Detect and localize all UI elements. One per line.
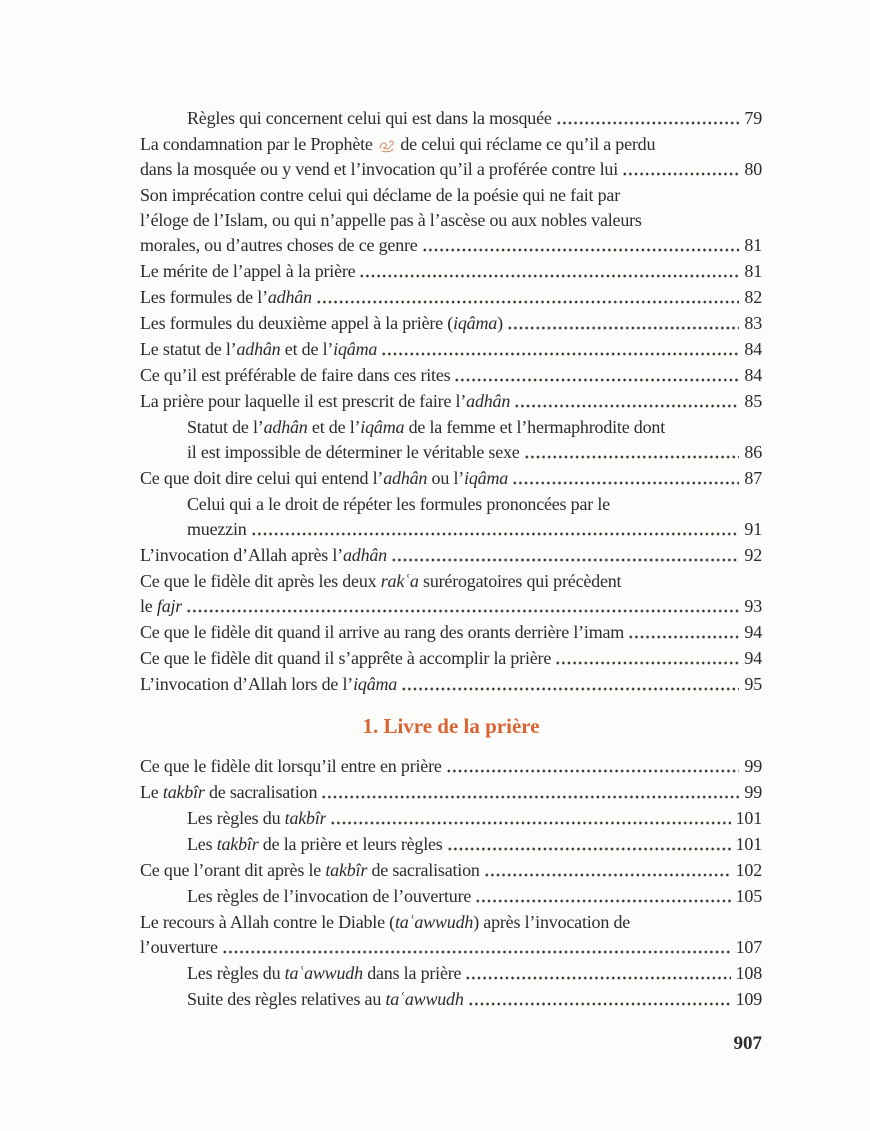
entry-text-run: Les formules de l’ xyxy=(140,287,268,307)
toc-page-number: 99 xyxy=(744,756,762,776)
toc-page-number: 94 xyxy=(744,622,762,642)
toc-entry-text xyxy=(187,806,326,831)
toc-entry xyxy=(140,806,762,831)
dot-leader xyxy=(330,806,730,831)
dot-leader xyxy=(622,157,739,182)
dot-leader xyxy=(628,620,739,645)
transliterated-term: iqâma xyxy=(333,339,378,359)
entry-text-run: morales, ou d’autres choses de ce genre xyxy=(140,235,418,255)
dot-leader xyxy=(186,594,739,619)
toc-page-number: 83 xyxy=(744,313,762,333)
dot-leader xyxy=(422,233,740,258)
entry-text-run: Le xyxy=(140,782,163,802)
toc-entry xyxy=(140,961,762,986)
toc-entry-line xyxy=(140,935,762,960)
toc-entry-line xyxy=(140,259,762,284)
toc-entry-text xyxy=(140,543,387,568)
transliterated-term: adhân xyxy=(342,545,387,565)
toc-entry xyxy=(140,569,762,619)
toc-entry-text xyxy=(140,285,312,310)
toc-entry xyxy=(140,285,762,310)
entry-text-run: muezzin xyxy=(187,519,247,539)
toc-page-number: 92 xyxy=(744,545,762,565)
toc-entry-text xyxy=(187,884,471,909)
entry-text-run: de celui qui réclame ce qu’il a perdu xyxy=(396,134,656,154)
toc-page-number: 101 xyxy=(735,834,762,854)
toc-entry-line xyxy=(140,858,762,883)
transliterated-term: rakʿa xyxy=(380,571,419,591)
toc-entry xyxy=(140,858,762,883)
dot-leader xyxy=(391,543,739,568)
toc-entry-text xyxy=(140,646,551,671)
dot-leader xyxy=(556,106,740,131)
transliterated-term: taʿawwudh xyxy=(284,963,363,983)
toc-entry-line xyxy=(140,780,762,805)
toc-entry xyxy=(140,910,762,960)
toc-entry-line xyxy=(187,884,762,909)
entry-text-run: Ce que le fidèle dit quand il s’apprête à accomplir la prière xyxy=(140,648,552,668)
entry-text-run: Le statut de l’ xyxy=(140,339,237,359)
toc-entry-text xyxy=(187,961,461,986)
entry-text-run: Son imprécation contre celui qui déclame de la poésie qui ne fait par xyxy=(140,185,621,205)
entry-text-run: de la femme et l’hermaphrodite dont xyxy=(404,417,666,437)
toc-entry-text xyxy=(187,494,610,514)
transliterated-term: iqâma xyxy=(353,674,398,694)
toc-entry-text xyxy=(140,466,508,491)
toc-entry-text xyxy=(140,935,218,960)
transliterated-term: takbîr xyxy=(284,808,327,828)
toc-page-number: 99 xyxy=(744,782,762,802)
dot-leader xyxy=(316,285,740,310)
toc-page-number: 81 xyxy=(744,261,762,281)
page-folio: 907 xyxy=(733,1033,762,1054)
toc-entry-text xyxy=(140,672,397,697)
toc-entry-text xyxy=(187,106,552,131)
toc-entry-text xyxy=(140,858,480,883)
dot-leader xyxy=(446,754,740,779)
toc-entry-text xyxy=(140,134,655,154)
dot-leader xyxy=(465,961,730,986)
toc-entry-text xyxy=(140,620,624,645)
entry-text-run: l’ouverture xyxy=(140,937,218,957)
toc-entry-line xyxy=(140,337,762,362)
section-heading: 1. Livre de la prière xyxy=(362,714,540,738)
transliterated-term: adhân xyxy=(263,417,308,437)
toc-entry-text xyxy=(187,987,464,1012)
toc-entry-line xyxy=(187,415,762,440)
dot-leader xyxy=(555,646,739,671)
toc-entry-text xyxy=(140,571,621,591)
toc-entry-text xyxy=(140,594,182,619)
entry-text-run: ) après l’invocation de xyxy=(473,912,631,932)
toc-entry-line xyxy=(140,208,762,233)
toc-entry xyxy=(140,832,762,857)
toc-entry-line xyxy=(140,466,762,491)
toc-entry-text xyxy=(140,210,642,230)
toc-entry-line xyxy=(140,389,762,414)
transliterated-term: iqâma xyxy=(464,468,509,488)
transliterated-term: takbîr xyxy=(325,860,368,880)
transliterated-term: adhân xyxy=(236,339,281,359)
toc-entry xyxy=(140,259,762,284)
toc-entry-line xyxy=(140,285,762,310)
toc-page-number: 80 xyxy=(744,159,762,179)
toc-entry-line xyxy=(187,806,762,831)
toc-entry xyxy=(140,620,762,645)
toc-entry-line xyxy=(187,492,762,517)
entry-text-run: de la prière et leurs règles xyxy=(258,834,443,854)
toc-page-number: 108 xyxy=(735,963,762,983)
toc-entry-line xyxy=(187,440,762,465)
toc-entry xyxy=(140,311,762,336)
toc-entry-line xyxy=(140,910,762,935)
entry-text-run: il est impossible de déterminer le véritable sexe xyxy=(187,442,520,462)
toc-entry xyxy=(140,132,762,182)
toc-page-number: 105 xyxy=(735,886,762,906)
transliterated-term: iqâma xyxy=(453,313,498,333)
toc-entry-text xyxy=(140,259,355,284)
toc-entry xyxy=(140,106,762,131)
entry-text-run: Suite des règles relatives au xyxy=(187,989,386,1009)
entry-text-run: dans la mosquée ou y vend et l’invocation qu’il a proférée contre lui xyxy=(140,159,619,179)
entry-text-run: Les xyxy=(187,834,217,854)
toc-entry-line xyxy=(187,987,762,1012)
toc-entry-line xyxy=(187,517,762,542)
toc-entry-line xyxy=(187,961,762,986)
entry-text-run: La condamnation par le Prophète xyxy=(140,134,378,154)
dot-leader xyxy=(359,259,739,284)
transliterated-term: fajr xyxy=(156,596,183,616)
entry-text-run: et de l’ xyxy=(307,417,361,437)
entry-text-run: Celui qui a le droit de répéter les formules prononcées par le xyxy=(187,494,610,514)
dot-leader xyxy=(514,389,739,414)
dot-leader xyxy=(381,337,739,362)
dot-leader xyxy=(512,466,739,491)
entry-text-run: Ce que doit dire celui qui entend l’ xyxy=(140,468,384,488)
toc-entry-line xyxy=(140,754,762,779)
entry-text-run: ou l’ xyxy=(427,468,465,488)
toc-entry-line xyxy=(140,311,762,336)
toc-entry-text xyxy=(140,912,630,932)
dot-leader xyxy=(401,672,739,697)
toc-entry xyxy=(140,987,762,1012)
toc-page-number: 109 xyxy=(735,989,762,1009)
toc-entry-text xyxy=(140,780,317,805)
entry-text-run: de sacralisation xyxy=(367,860,480,880)
toc-page-number: 101 xyxy=(735,808,762,828)
entry-text-run: le xyxy=(140,596,157,616)
entry-text-run: L’invocation d’Allah lors de l’ xyxy=(140,674,354,694)
toc-entry-text xyxy=(140,337,377,362)
dot-leader xyxy=(454,363,739,388)
toc-entry-line xyxy=(187,106,762,131)
transliterated-term: adhân xyxy=(466,391,511,411)
toc-entry xyxy=(140,884,762,909)
transliterated-term: taʿawwudh xyxy=(385,989,464,1009)
dot-leader xyxy=(321,780,739,805)
toc-page-number: 85 xyxy=(744,391,762,411)
entry-text-run: Ce qu’il est préférable de faire dans ces rites xyxy=(140,365,451,385)
toc-page-number: 79 xyxy=(744,108,762,128)
entry-text-run: Ce que l’orant dit après le xyxy=(140,860,326,880)
toc-entry xyxy=(140,543,762,568)
toc-entry xyxy=(140,492,762,542)
toc-entry-line xyxy=(140,569,762,594)
transliterated-term: adhân xyxy=(383,468,428,488)
toc-entry-line xyxy=(140,233,762,258)
toc-entry xyxy=(140,183,762,258)
toc-page-number: 87 xyxy=(744,468,762,488)
entry-text-run: Ce que le fidèle dit quand il arrive au rang des orants derrière l’imam xyxy=(140,622,625,642)
entry-text-run: dans la prière xyxy=(362,963,462,983)
entry-text-run: Ce que le fidèle dit lorsqu’il entre en prière xyxy=(140,756,442,776)
toc-entry-line xyxy=(140,620,762,645)
entry-text-run: ) xyxy=(497,313,503,333)
toc-entry-text xyxy=(187,440,520,465)
toc-entry-text xyxy=(140,389,510,414)
toc-entry-text xyxy=(140,157,618,182)
entry-text-run: et de l’ xyxy=(280,339,334,359)
toc-entry xyxy=(140,389,762,414)
dot-leader xyxy=(475,884,730,909)
transliterated-term: iqâma xyxy=(360,417,405,437)
entry-text-run: L’invocation d’Allah après l’ xyxy=(140,545,343,565)
toc-page-number: 94 xyxy=(744,648,762,668)
toc-page-number: 81 xyxy=(744,235,762,255)
toc-entry xyxy=(140,337,762,362)
toc-entry-line xyxy=(140,543,762,568)
entry-text-run: Les règles de l’invocation de l’ouverture xyxy=(187,886,472,906)
entry-text-run: Les règles du xyxy=(187,963,285,983)
dot-leader xyxy=(222,935,731,960)
dot-leader xyxy=(484,858,731,883)
toc-entry-line xyxy=(140,157,762,182)
entry-text-run: de sacralisation xyxy=(204,782,318,802)
transliterated-term: adhân xyxy=(267,287,312,307)
toc-page-number: 95 xyxy=(744,674,762,694)
dot-leader xyxy=(468,987,731,1012)
toc-entry-text xyxy=(187,832,443,857)
toc-entry xyxy=(140,672,762,697)
entry-text-run: Les formules du deuxième appel à la prière ( xyxy=(140,313,454,333)
toc-page-number: 86 xyxy=(744,442,762,462)
toc-entry xyxy=(140,780,762,805)
dot-leader xyxy=(447,832,731,857)
transliterated-term: taʿawwudh xyxy=(394,912,474,932)
toc-page-number: 102 xyxy=(735,860,762,880)
transliterated-term: takbîr xyxy=(216,834,259,854)
toc-page-number: 84 xyxy=(744,365,762,385)
toc-page-number: 84 xyxy=(744,339,762,359)
toc-page-number: 82 xyxy=(744,287,762,307)
toc-entry-text xyxy=(187,517,247,542)
toc-entry-text xyxy=(140,233,418,258)
toc-entry-line xyxy=(140,646,762,671)
entry-text-run: Statut de l’ xyxy=(187,417,264,437)
toc-entry xyxy=(140,415,762,465)
entry-text-run: Les règles du xyxy=(187,808,285,828)
toc-entry-text xyxy=(140,311,503,336)
toc-entry xyxy=(140,466,762,491)
toc-entry xyxy=(140,646,762,671)
prophet-honorific-icon xyxy=(378,138,395,153)
toc-entry-text xyxy=(140,754,442,779)
entry-text-run: Le mérite de l’appel à la prière xyxy=(140,261,356,281)
toc-page-number: 93 xyxy=(744,596,762,616)
entry-text-run: Ce que le fidèle dit après les deux xyxy=(140,571,381,591)
entry-text-run: Règles qui concernent celui qui est dans la mosquée xyxy=(187,108,552,128)
dot-leader xyxy=(524,440,740,465)
transliterated-term: takbîr xyxy=(162,782,205,802)
toc-entry-line xyxy=(187,832,762,857)
toc-entry-text xyxy=(187,417,665,437)
dot-leader xyxy=(507,311,740,336)
table-of-contents xyxy=(140,106,762,1013)
toc-entry-line xyxy=(140,672,762,697)
toc-page-number: 91 xyxy=(744,519,762,539)
entry-text-run: La prière pour laquelle il est prescrit de faire l’ xyxy=(140,391,467,411)
toc-entry-line xyxy=(140,363,762,388)
toc-entry-line xyxy=(140,594,762,619)
entry-text-run: surérogatoires qui précèdent xyxy=(418,571,622,591)
dot-leader xyxy=(251,517,740,542)
toc-entry-text xyxy=(140,363,450,388)
toc-entry xyxy=(140,363,762,388)
toc-page-number: 107 xyxy=(735,937,762,957)
toc-entry-line xyxy=(140,183,762,208)
entry-text-run: Le recours à Allah contre le Diable ( xyxy=(140,912,395,932)
toc-entry-line xyxy=(140,132,762,157)
toc-entry-text xyxy=(140,185,620,205)
toc-entry xyxy=(140,754,762,779)
entry-text-run: l’éloge de l’Islam, ou qui n’appelle pas à l’ascèse ou aux nobles valeurs xyxy=(140,210,642,230)
